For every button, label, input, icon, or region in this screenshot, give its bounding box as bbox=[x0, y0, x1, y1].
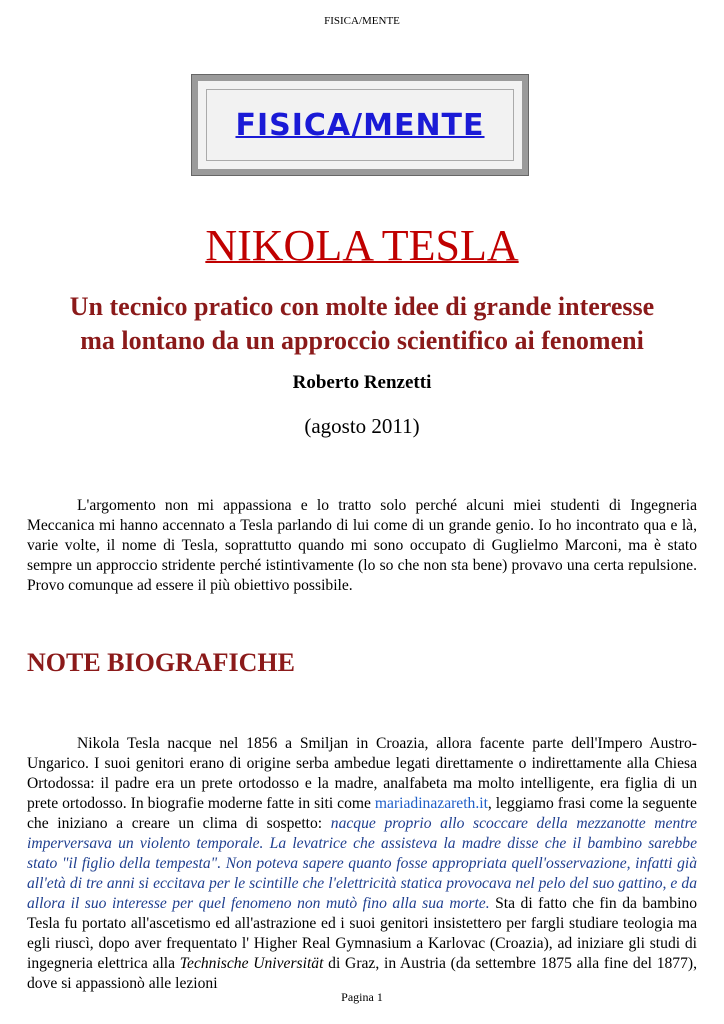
page-number: Pagina 1 bbox=[341, 990, 383, 1004]
intro-paragraph bbox=[27, 496, 697, 596]
bio-quote: nacque proprio allo scoccare della mezzanotte mentre imperversava un violento temporale. La levatrice che assisteva la madre disse che il bambino sarebbe stato "il figlio della tempesta". Non poteva sapere quanto fosse appropriata quell'osservazione, infatti già all'età di tre anni si eccitava per le scintille che l'elettricità statica provocava nel pelo del suo gattino, e da allora il suo interesse per quel fenomeno non mutò fino alla sua morte. bbox=[27, 815, 698, 912]
bio-text-2: , leggiamo frasi come la seguente che iniziano a creare un clima di sospetto: bbox=[27, 795, 697, 832]
bio-text-1: Nikola Tesla nacque nel 1856 a Smiljan in Croazia, allora facente parte dell'Impero Austro-Ungarico. I suoi genitori erano di origine serba ambedue legati direttamente o indirettamente alla Chiesa Ortodossa: il padre era un prete ortodosso e la madre, analfabeta ma molto intelligente, era figlia di un prete ortodosso. In biografie moderne fatte in siti come bbox=[27, 735, 697, 812]
bio-paragraph bbox=[27, 734, 697, 994]
logo-frame bbox=[192, 75, 528, 175]
intro-text: L'argomento non mi appassiona e lo tratto solo perché alcuni miei studenti di Ingegneria Meccanica mi hanno accennato a Tesla parlando di lui come di un grande genio. Io ho incontrato qua e là, varie volte, il nome di Tesla, soprattutto quando mi sono occupato di Guglielmo Marconi, ma è stato sempre un approccio stridente perché istintivamente (lo so che non sta bene) provavo una certa repulsione. Provo comunque ad essere il più obiettivo possibile. bbox=[27, 497, 697, 594]
page-title: NIKOLA TESLA bbox=[205, 221, 519, 270]
logo-inner-frame bbox=[206, 89, 514, 161]
mariadinazareth-link[interactable]: mariadinazareth.it bbox=[374, 795, 488, 812]
bio-text-4: di Graz, in Austria (da settembre 1875 alla fine del 1877), dove si appassionò alle lezioni bbox=[27, 955, 697, 992]
subtitle-line-1: Un tecnico pratico con molte idee di grande interesse bbox=[69, 292, 655, 321]
subtitle bbox=[20, 290, 704, 358]
running-header: FISICA/MENTE bbox=[324, 15, 400, 27]
section-heading: NOTE BIOGRAFICHE bbox=[27, 648, 295, 677]
bio-text-3: Sta di fatto che fin da bambino Tesla fu portato all'ascetismo ed all'astrazione ed i suoi genitori insistettero per fargli studiare teologia ma egli riuscì, dopo aver frequentato l' Higher Real Gymnasium a Karlovac (Croazia), ad iniziare gli studi di ingegneria elettrica alla bbox=[27, 895, 697, 972]
logo-text: FISICA/MENTE bbox=[235, 107, 485, 143]
author: Roberto Renzetti bbox=[292, 372, 432, 393]
university-name: Technische Universität bbox=[179, 955, 324, 972]
date: (agosto 2011) bbox=[304, 414, 420, 438]
subtitle-line-2: ma lontano da un approccio scientifico ai fenomeni bbox=[80, 326, 644, 355]
